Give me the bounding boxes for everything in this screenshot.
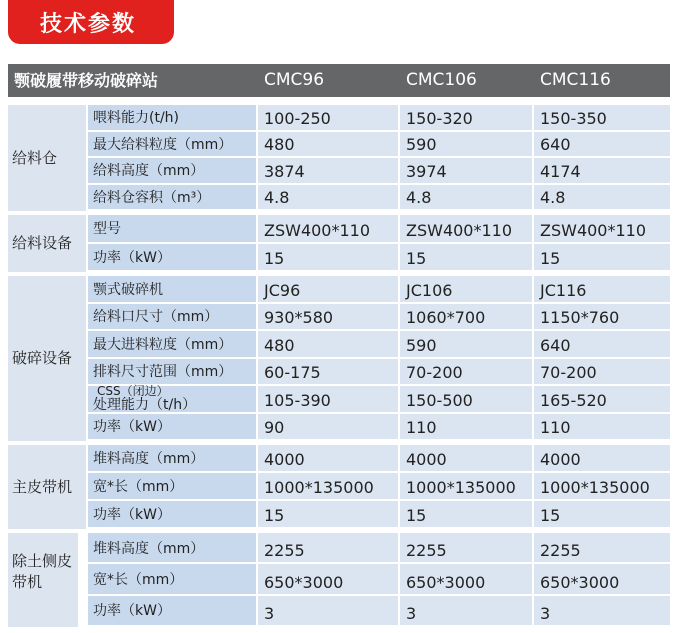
value-cell-text: 150-500 bbox=[406, 390, 473, 410]
row-label-text: 功率（kW） bbox=[93, 603, 171, 620]
value-cell-text: 4000 bbox=[406, 450, 447, 469]
row-label-text: 型号 bbox=[93, 221, 121, 238]
row-label-text: 最大给料粒度（mm） bbox=[93, 136, 233, 153]
section-tag bbox=[8, 0, 174, 44]
value-cell-text: 4000 bbox=[264, 450, 305, 469]
row-label bbox=[88, 105, 256, 130]
group-label bbox=[8, 533, 78, 627]
value-cell bbox=[534, 331, 670, 357]
value-cell bbox=[534, 564, 670, 593]
group-label-text: 给料仓 bbox=[12, 148, 58, 167]
value-cell bbox=[258, 445, 398, 471]
value-cell-text: 640 bbox=[540, 135, 571, 154]
value-cell bbox=[258, 596, 398, 625]
value-cell-text: 4.8 bbox=[540, 188, 566, 207]
value-cell bbox=[258, 564, 398, 593]
value-cell bbox=[534, 244, 670, 271]
row-label bbox=[88, 473, 256, 499]
value-cell bbox=[258, 501, 398, 527]
row-label bbox=[88, 501, 256, 527]
value-cell-text: 1060*700 bbox=[406, 308, 486, 327]
model-header-2: CMC106 bbox=[406, 70, 477, 90]
value-cell-text: 15 bbox=[540, 506, 561, 525]
value-cell-text: 90 bbox=[264, 418, 285, 437]
value-cell bbox=[258, 533, 398, 562]
value-cell bbox=[258, 386, 398, 412]
value-cell bbox=[258, 414, 398, 440]
row-label bbox=[88, 359, 256, 385]
value-cell-text: ZSW400*110 bbox=[406, 220, 513, 240]
value-cell bbox=[400, 185, 532, 210]
value-cell-text: 1000*135000 bbox=[406, 478, 516, 497]
value-cell-text: 930*580 bbox=[264, 308, 334, 327]
row-label-text: 堆料高度（mm） bbox=[93, 451, 205, 467]
group-label-text: 除土侧皮带机 bbox=[12, 552, 73, 591]
value-cell-text: 1000*135000 bbox=[264, 478, 374, 497]
row-label bbox=[88, 564, 256, 593]
row-label-text: 处理能力（t/h） bbox=[93, 396, 197, 413]
value-cell bbox=[258, 158, 398, 183]
row-label-text: 功率（kW） bbox=[93, 249, 171, 266]
value-cell bbox=[258, 105, 398, 130]
group-label bbox=[8, 105, 86, 211]
row-label-text: 颚式破碎机 bbox=[93, 281, 163, 298]
row-label bbox=[88, 445, 256, 471]
value-cell bbox=[400, 596, 532, 625]
value-cell-text: 70-200 bbox=[406, 363, 463, 382]
section-tag-label: 技术参数 bbox=[40, 11, 137, 37]
value-cell-text: 1000*135000 bbox=[540, 478, 650, 497]
value-cell bbox=[534, 473, 670, 499]
value-cell bbox=[400, 386, 532, 412]
value-cell bbox=[258, 359, 398, 385]
value-cell-text: 15 bbox=[264, 506, 285, 525]
value-cell bbox=[400, 359, 532, 385]
value-cell-text: 165-520 bbox=[540, 390, 607, 410]
value-cell-text: 590 bbox=[406, 135, 437, 154]
value-cell-text: 2255 bbox=[540, 541, 581, 561]
value-cell-text: 105-390 bbox=[264, 390, 331, 410]
group-label bbox=[8, 215, 86, 272]
value-cell bbox=[400, 132, 532, 157]
group-label bbox=[8, 276, 86, 441]
model-header-3: CMC116 bbox=[540, 70, 611, 90]
row-label bbox=[88, 386, 256, 412]
value-cell-text: 3974 bbox=[406, 161, 447, 181]
row-label bbox=[88, 244, 256, 271]
value-cell-text: 15 bbox=[406, 249, 427, 268]
row-label-text: 宽*长（mm） bbox=[93, 479, 184, 495]
value-cell bbox=[400, 533, 532, 562]
value-cell-text: 650*3000 bbox=[406, 572, 486, 592]
value-cell bbox=[534, 304, 670, 330]
value-cell bbox=[400, 304, 532, 330]
value-cell bbox=[258, 185, 398, 210]
row-label-text: 排料尺寸范围（mm） bbox=[93, 364, 233, 381]
row-label bbox=[88, 185, 256, 210]
value-cell bbox=[534, 501, 670, 527]
value-cell bbox=[400, 244, 532, 271]
value-cell bbox=[534, 158, 670, 183]
model-header-1: CMC96 bbox=[264, 70, 325, 90]
row-label-text: 功率（kW） bbox=[93, 507, 171, 523]
spec-table bbox=[8, 64, 670, 627]
value-cell bbox=[258, 304, 398, 330]
value-cell bbox=[534, 445, 670, 471]
value-cell bbox=[400, 276, 532, 302]
value-cell bbox=[534, 533, 670, 562]
row-label bbox=[88, 304, 256, 330]
value-cell-text: 2255 bbox=[406, 541, 447, 561]
row-label bbox=[88, 158, 256, 183]
value-cell-text: 3 bbox=[264, 603, 275, 623]
value-cell bbox=[534, 105, 670, 130]
value-cell bbox=[258, 244, 398, 271]
value-cell-text: 15 bbox=[264, 249, 285, 268]
value-cell bbox=[258, 132, 398, 157]
row-label bbox=[88, 533, 256, 562]
value-cell bbox=[258, 276, 398, 302]
value-cell bbox=[400, 473, 532, 499]
value-cell bbox=[534, 185, 670, 210]
row-label bbox=[88, 414, 256, 440]
row-label bbox=[88, 215, 256, 242]
value-cell-text: ZSW400*110 bbox=[264, 220, 371, 240]
value-cell-text: 480 bbox=[264, 135, 295, 154]
value-cell-text: 4000 bbox=[540, 450, 581, 469]
row-label bbox=[88, 331, 256, 357]
row-label-text: 最大进料粒度（mm） bbox=[93, 336, 233, 353]
value-cell-text: 640 bbox=[540, 335, 571, 355]
value-cell-text: 150-350 bbox=[540, 108, 607, 128]
row-label-text: 给料口尺寸（mm） bbox=[93, 309, 219, 326]
value-cell bbox=[400, 215, 532, 242]
row-label-sub: CSS（闭边） bbox=[97, 384, 169, 399]
row-label-text: 给料仓容积（m³） bbox=[93, 189, 211, 206]
row-label bbox=[88, 596, 256, 625]
group-label-text: 破碎设备 bbox=[12, 349, 73, 367]
value-cell-text: 3 bbox=[540, 603, 551, 623]
row-label bbox=[88, 276, 256, 302]
value-cell-text: 15 bbox=[406, 506, 427, 525]
value-cell bbox=[534, 215, 670, 242]
value-cell bbox=[400, 501, 532, 527]
value-cell-text: 650*3000 bbox=[264, 572, 344, 592]
row-label-text: 宽*长（mm） bbox=[93, 571, 184, 588]
group-label bbox=[8, 445, 86, 529]
value-cell bbox=[534, 276, 670, 302]
value-cell-text: 110 bbox=[540, 418, 571, 437]
value-cell-text: 150-320 bbox=[406, 108, 473, 128]
value-cell-text: 15 bbox=[540, 249, 561, 268]
group-label-text: 主皮带机 bbox=[12, 477, 73, 496]
value-cell-text: 3 bbox=[406, 603, 417, 623]
row-label-text: 喂料能力(t/h) bbox=[93, 110, 180, 127]
value-cell-text: 70-200 bbox=[540, 363, 597, 382]
value-cell-text: 60-175 bbox=[264, 363, 321, 382]
value-cell-text: 590 bbox=[406, 335, 437, 355]
value-cell-text: 110 bbox=[406, 418, 437, 437]
value-cell bbox=[258, 473, 398, 499]
value-cell-text: ZSW400*110 bbox=[540, 220, 647, 240]
value-cell bbox=[400, 445, 532, 471]
value-cell bbox=[534, 414, 670, 440]
value-cell bbox=[400, 564, 532, 593]
value-cell-text: 480 bbox=[264, 335, 295, 355]
value-cell-text: 4.8 bbox=[406, 188, 432, 207]
value-cell bbox=[400, 158, 532, 183]
value-cell-text: JC96 bbox=[264, 280, 301, 300]
value-cell-text: JC116 bbox=[540, 280, 587, 300]
value-cell-text: 100-250 bbox=[264, 108, 331, 128]
value-cell bbox=[400, 414, 532, 440]
value-cell bbox=[258, 215, 398, 242]
row-label-text: 堆料高度（mm） bbox=[93, 540, 205, 557]
value-cell-text: 3874 bbox=[264, 161, 305, 181]
row-label bbox=[88, 132, 256, 157]
value-cell-text: 1150*760 bbox=[540, 308, 620, 327]
value-cell-text: 2255 bbox=[264, 541, 305, 561]
value-cell bbox=[400, 105, 532, 130]
value-cell-text: JC106 bbox=[406, 280, 453, 300]
table-title: 颚破履带移动破碎站 bbox=[14, 71, 159, 90]
row-label-text: 给料高度（mm） bbox=[93, 163, 205, 180]
value-cell bbox=[534, 359, 670, 385]
value-cell bbox=[534, 596, 670, 625]
value-cell bbox=[534, 386, 670, 412]
row-label-text: 功率（kW） bbox=[93, 419, 171, 436]
value-cell bbox=[258, 331, 398, 357]
value-cell-text: 4.8 bbox=[264, 188, 290, 207]
group-label-text: 给料设备 bbox=[12, 234, 73, 252]
value-cell bbox=[400, 331, 532, 357]
table-header bbox=[8, 64, 670, 97]
value-cell bbox=[534, 132, 670, 157]
value-cell-text: 650*3000 bbox=[540, 572, 620, 592]
value-cell-text: 4174 bbox=[540, 161, 581, 181]
